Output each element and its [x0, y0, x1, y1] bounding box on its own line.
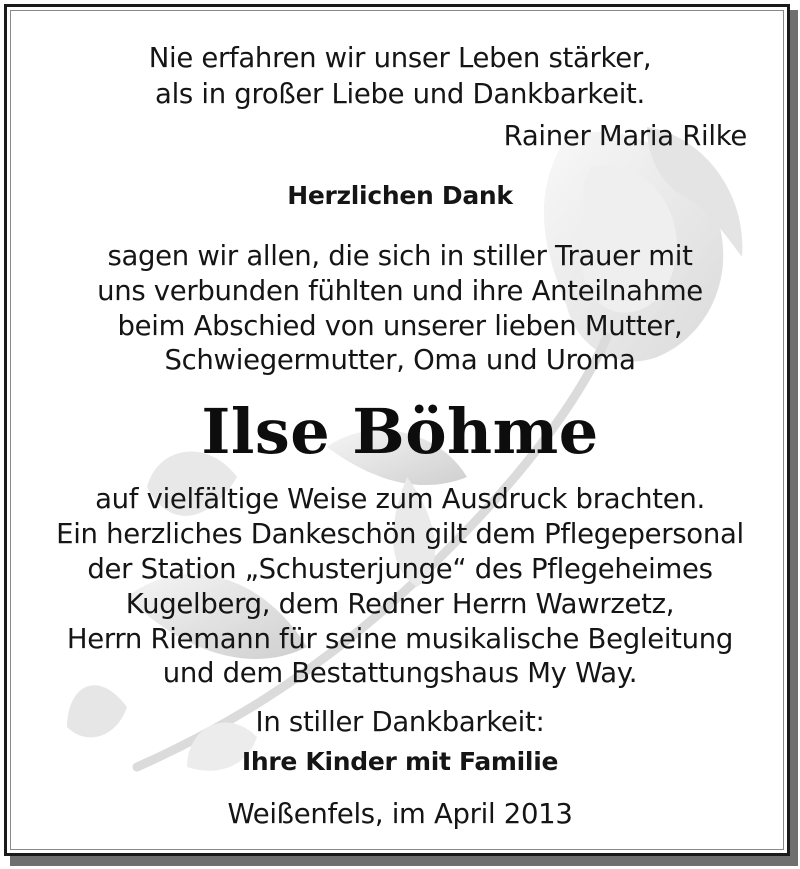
place-date: Weißenfels, im April 2013 [227, 798, 573, 830]
body-line-6: und dem Bestattungshaus My Way. [162, 657, 638, 689]
closing-greeting: In stiller Dankbarkeit: [255, 706, 545, 738]
body-line-3: der Station „Schusterjunge“ des Pflegeheimes [87, 553, 713, 585]
quote-author: Rainer Maria Rilke [503, 120, 747, 152]
notice-frame [4, 4, 790, 856]
body-line-1: auf vielfältige Weise zum Ausdruck brachten. [95, 483, 705, 515]
heading: Herzlichen Dank [287, 181, 513, 210]
body-line-2: Ein herzliches Dankeschön gilt dem Pflegepersonal [56, 518, 744, 550]
intro-line-4: Schwiegermutter, Oma und Uroma [164, 344, 636, 376]
intro-line-1: sagen wir allen, die sich in stiller Trauer mit [107, 240, 693, 272]
body-line-4: Kugelberg, dem Redner Herrn Wawrzetz, [125, 588, 675, 620]
quote-line-1: Nie erfahren wir unser Leben stärker, [148, 42, 652, 74]
body-line-5: Herrn Riemann für seine musikalische Begleitung [66, 623, 734, 655]
quote-line-2: als in großer Liebe und Dankbarkeit. [155, 78, 645, 110]
signers: Ihre Kinder mit Familie [241, 747, 559, 776]
deceased-name: Ilse Böhme [201, 395, 599, 468]
intro-line-3: beim Abschied von unserer lieben Mutter, [117, 310, 683, 342]
intro-line-2: uns verbunden fühlten und ihre Anteilnahme [97, 275, 703, 307]
